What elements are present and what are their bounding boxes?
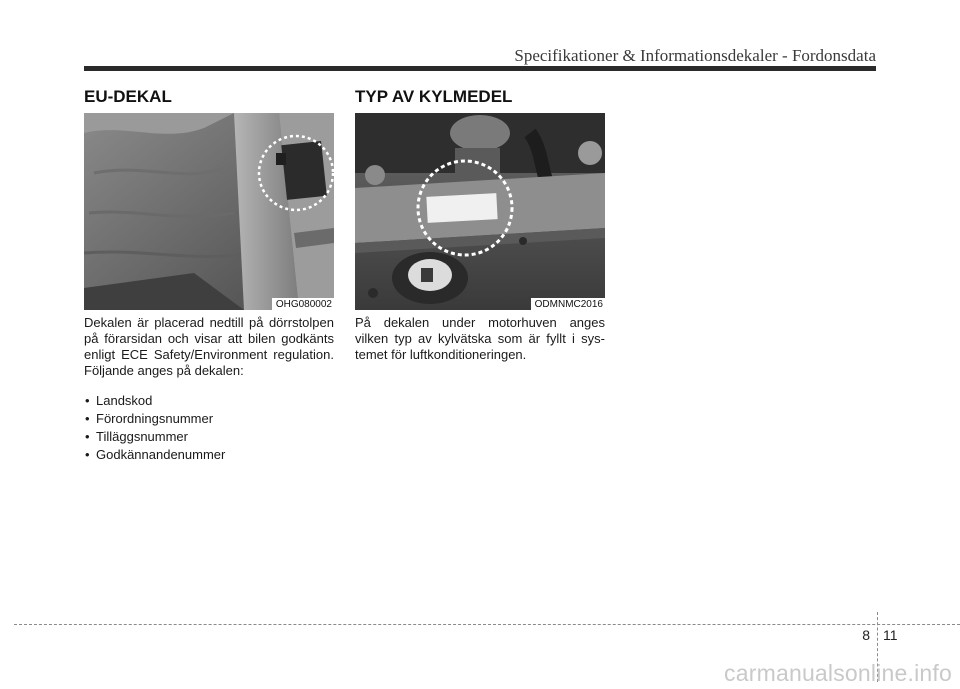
footer-dashed-rule: [14, 624, 960, 625]
eu-image-code: OHG080002: [272, 298, 334, 310]
eu-section-heading: EU-DEKAL: [84, 87, 172, 106]
coolant-image-code: ODMNMC2016: [531, 298, 605, 310]
page-header-title: Specifikationer & Informationsdekaler - Fordonsdata: [514, 46, 876, 65]
coolant-section-heading: TYP AV KYLMEDEL: [355, 87, 513, 106]
watermark: carmanualsonline.info: [724, 660, 952, 686]
chapter-number: 8: [862, 627, 870, 643]
list-item: • Förordningsnummer: [84, 410, 225, 428]
coolant-engine-bay-photo: [355, 113, 605, 310]
eu-body-text: Dekalen är placerad nedtill på dörrstolpen på förarsidan och visar att bilen godkänts enligt ECE Safety/Environment regulation. Följande anges på dekalen:: [84, 315, 334, 378]
list-item: • Godkännandenummer: [84, 446, 225, 464]
list-item: • Tilläggsnummer: [84, 428, 225, 446]
eu-bullet-list: [84, 392, 225, 464]
page-number: 11: [883, 627, 898, 643]
coolant-body-text: På dekalen under motorhuven anges vilken typ av kylvätska som är fyllt i sys-temet för luftkonditioneringen.: [355, 315, 605, 362]
eu-door-pillar-photo: [84, 113, 334, 310]
header-rule: [84, 66, 876, 71]
list-item: • Landskod: [84, 392, 225, 410]
